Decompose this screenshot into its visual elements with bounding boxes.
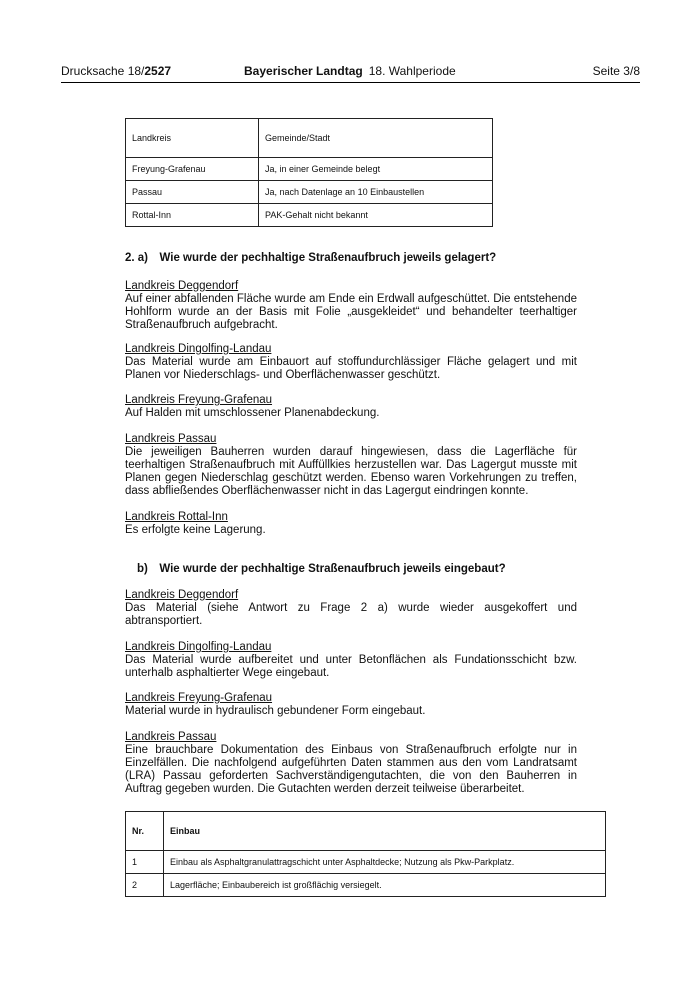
answer-text: Das Material (siehe Antwort zu Frage 2 a) wurde wieder ausgekoffert und abtransportiert.: [125, 602, 577, 627]
table-row: [126, 874, 606, 897]
answer-block: [125, 589, 577, 628]
table-header-cell: Gemeinde/Stadt: [259, 119, 493, 158]
answer-text: Es erfolgte keine Lagerung.: [125, 524, 266, 536]
table-row: [126, 158, 493, 181]
table-cell: Ja, in einer Gemeinde belegt: [259, 158, 493, 181]
answer-block: [125, 280, 577, 332]
answer-block: [125, 731, 577, 796]
landkreis-label: Landkreis Freyung-Grafenau: [125, 692, 273, 704]
table-header-cell: Einbau: [164, 812, 606, 851]
answer-block: [125, 433, 577, 498]
answer-block: [125, 511, 577, 537]
landkreis-label: Landkreis Deggendorf: [125, 280, 239, 292]
answer-text: Auf einer abfallenden Fläche wurde am Ende ein Erdwall aufgeschüttet. Die entstehende Hohlform wurde an der Basis mit Folie „ausgekleidet“ und behandelter teerhaltiger Straßenaufbruch aufgebracht.: [125, 293, 577, 331]
answer-block: [125, 692, 577, 718]
table-cell: Passau: [126, 181, 259, 204]
parliament-info: Bayerischer Landtag 18. Wahlperiode: [244, 64, 456, 78]
einbau-table: [125, 811, 606, 897]
landkreis-label: Landkreis Dingolfing-Landau: [125, 641, 272, 653]
landkreis-label: Landkreis Passau: [125, 731, 217, 743]
landkreis-label: Landkreis Freyung-Grafenau: [125, 394, 273, 406]
landkreis-label: Landkreis Passau: [125, 433, 217, 445]
table-cell: Freyung-Grafenau: [126, 158, 259, 181]
table-cell: Einbau als Asphaltgranulattragschicht unter Asphaltdecke; Nutzung als Pkw-Parkplatz.: [164, 851, 606, 874]
table-cell: PAK-Gehalt nicht bekannt: [259, 204, 493, 227]
answer-text: Das Material wurde aufbereitet und unter Betonflächen als Fundationsschicht bzw. unterhalb asphaltierter Wege eingebaut.: [125, 654, 577, 679]
answer-text: Auf Halden mit umschlossener Planenabdeckung.: [125, 407, 380, 419]
table-row: [126, 181, 493, 204]
answer-block: [125, 343, 577, 382]
table-cell: 1: [126, 851, 164, 874]
table-header-cell: Landkreis: [126, 119, 259, 158]
page-number: Seite 3/8: [592, 64, 640, 78]
landkreis-label: Landkreis Deggendorf: [125, 589, 239, 601]
table-row: [126, 851, 606, 874]
table-row: [126, 204, 493, 227]
landkreis-label: Landkreis Dingolfing-Landau: [125, 343, 272, 355]
table-cell: Lagerfläche; Einbaubereich ist großflächig versiegelt.: [164, 874, 606, 897]
page-header: [61, 64, 640, 83]
answer-text: Eine brauchbare Dokumentation des Einbaus von Straßenaufbruch erfolgte nur in Einzelfällen. Die nachfolgend aufgeführten Daten stammen aus den vom Landratsamt (LRA) Passau geforderten Sachverständigengutachten, die von den Bauherren in Auftrag gegeben wurden. Die Gutachten werden derzeit teilweise überarbeitet.: [125, 744, 577, 795]
answer-block: [125, 641, 577, 680]
answer-block: [125, 394, 577, 420]
answer-text: Die jeweiligen Bauherren wurden darauf hingewiesen, dass die Lagerfläche für teerhaltigen Straßenaufbruch mit Auffüllkies herzustellen war. Das Lagergut musste mit Planen gegen Niederschlag geschützt werden. Ebenso waren Vorkehrungen zu treffen, dass abfließendes Oberflächenwasser nicht in das Lagergut eindringen konnte.: [125, 446, 577, 497]
table-cell: 2: [126, 874, 164, 897]
answer-text: Das Material wurde am Einbauort auf stoffundurchlässiger Fläche gelagert und mit Planen vor Niederschlags- und Oberflächenwasser geschützt.: [125, 356, 577, 381]
landkreis-table: [125, 118, 493, 227]
landkreis-label: Landkreis Rottal-Inn: [125, 511, 228, 523]
question-2b-heading: b) Wie wurde der pechhaltige Straßenaufbruch jeweils eingebaut?: [137, 563, 506, 575]
table-cell: Ja, nach Datenlage an 10 Einbaustellen: [259, 181, 493, 204]
answer-text: Material wurde in hydraulisch gebundener Form eingebaut.: [125, 705, 426, 717]
doc-reference: Drucksache 18/2527: [61, 64, 172, 78]
question-2a-heading: 2. a) Wie wurde der pechhaltige Straßenaufbruch jeweils gelagert?: [125, 252, 497, 264]
table-header-cell: Nr.: [126, 812, 164, 851]
table-cell: Rottal-Inn: [126, 204, 259, 227]
